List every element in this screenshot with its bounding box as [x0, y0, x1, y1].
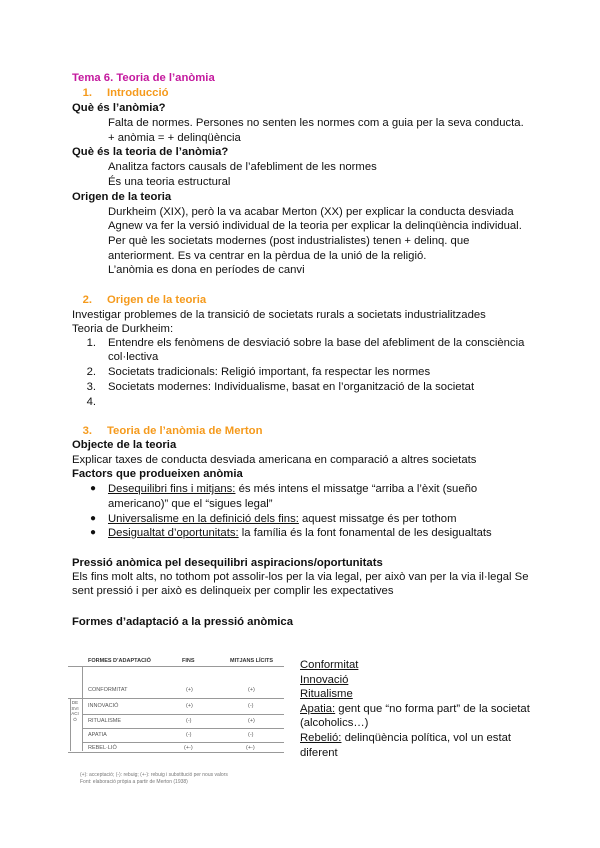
- table-cell: CONFORMITAT: [88, 687, 128, 693]
- section-1-heading: Introducció: [107, 87, 169, 99]
- table-cell: (+): [186, 687, 193, 693]
- factors-heading: Factors que produeixen anòmia: [72, 468, 243, 480]
- table-cell: (+): [248, 718, 255, 724]
- section-2-number: 2.: [82, 294, 92, 306]
- table-cell: (-): [186, 732, 192, 738]
- list-number: 4.: [86, 396, 96, 408]
- page-title: Tema 6. Teoria de l’anòmia: [72, 72, 215, 84]
- table-caption: Font: elaboració pròpia a partir de Merton (1938): [80, 779, 188, 785]
- table-rule: [82, 714, 284, 715]
- table-cell: INNOVACIÓ: [88, 703, 119, 709]
- bullet-icon: ●: [90, 527, 97, 538]
- answer-line: Agnew va fer la versió individual de la teoria per explicar la delinqüència individual.: [108, 220, 522, 232]
- table-caption: (+): acceptació; (-): rebuig; (+-): rebuig i substitució per nous valors: [80, 772, 228, 778]
- table-header: FORMES D’ADAPTACIÓ: [88, 658, 151, 664]
- question-anomia: Què és l’anòmia?: [72, 102, 166, 114]
- table-rule: [82, 742, 284, 743]
- answer-line: Durkheim (XIX), però la va acabar Merton (XX) per explicar la conducta desviada: [108, 206, 514, 218]
- table-rule: [68, 698, 284, 699]
- factor-item: Desigualtat d’oportunitats: la família és la font fonamental de les desigualtats: [108, 527, 492, 539]
- table-cell: RITUALISME: [88, 718, 122, 724]
- list-item: Societats tradicionals: Religió important, fa respectar les normes: [108, 366, 431, 378]
- question-origen: Origen de la teoria: [72, 191, 172, 203]
- pressio-text: sent pressió i per això es delinqueix per complir les expectatives: [72, 585, 394, 597]
- bullet-icon: ●: [90, 513, 97, 524]
- adaptation-item: Ritualisme: [300, 688, 353, 700]
- list-number: 3.: [86, 381, 96, 393]
- table-rule: [82, 728, 284, 729]
- list-number: 2.: [86, 366, 96, 378]
- question-teoria: Què és la teoria de l’anòmia?: [72, 146, 229, 158]
- table-header: FINS: [182, 658, 195, 664]
- answer-line: Per què les societats modernes (post industrialistes) tenen + delinq. que: [108, 235, 470, 247]
- answer-line: Falta de normes. Persones no senten les normes com a guia per la seva conducta.: [108, 117, 524, 129]
- answer-line: + anòmia = + delinqüència: [108, 132, 241, 144]
- table-cell: (+-): [246, 745, 255, 751]
- objecte-text: Explicar taxes de conducta desviada americana en comparació a altres societats: [72, 454, 477, 466]
- answer-line: Analitza factors causals de l’afebliment de les normes: [108, 161, 377, 173]
- durkheim-label: Teoria de Durkheim:: [72, 323, 174, 335]
- adaptation-item: Conformitat: [300, 659, 359, 671]
- list-item-cont: col·lectiva: [108, 351, 159, 363]
- section-1-number: 1.: [82, 87, 92, 99]
- table-cell: REBEL·LIÓ: [88, 745, 117, 751]
- table-cell: (+): [186, 703, 193, 709]
- adaptation-item-cont: (alcoholics…): [300, 717, 369, 729]
- table-cell: (+): [248, 687, 255, 693]
- section-3-number: 3.: [82, 425, 92, 437]
- table-cell: (+-): [184, 745, 193, 751]
- section-3-heading: Teoria de l’anòmia de Merton: [107, 425, 263, 437]
- table-side-label: DESVIACIÓ: [71, 700, 79, 722]
- answer-line: L’anòmia es dona en períodes de canvi: [108, 264, 305, 276]
- formes-heading: Formes d’adaptació a la pressió anòmica: [72, 616, 293, 628]
- adaptation-item: Innovació: [300, 674, 349, 686]
- table-header: MITJANS LÍCITS: [230, 658, 274, 664]
- section-2-intro: Investigar problemes de la transició de societats rurals a societats industrialitzades: [72, 309, 486, 321]
- adaptation-table: [68, 652, 284, 756]
- factor-item-cont: americano)” que el “sigues legal”: [108, 498, 273, 510]
- pressio-heading: Pressió anòmica pel desequilibri aspiracions/oportunitats: [72, 557, 383, 569]
- list-item: Societats modernes: Individualisme, basat en l’organització de la societat: [108, 381, 475, 393]
- objecte-heading: Objecte de la teoria: [72, 439, 177, 451]
- bullet-icon: ●: [90, 483, 97, 494]
- answer-line: anteriorment. Es va centrar en la pèrdua de la unió de la religió.: [108, 250, 427, 262]
- table-rule: [68, 752, 284, 753]
- adaptation-item-cont: diferent: [300, 747, 338, 759]
- table-rule: [68, 666, 284, 667]
- table-cell: APATIA: [88, 732, 107, 738]
- adaptation-item: Rebelió: delinqüència política, vol un estat: [300, 732, 512, 744]
- list-number: 1.: [86, 337, 96, 349]
- answer-line: És una teoria estructural: [108, 176, 231, 188]
- factor-item: Desequilibri fins i mitjans: és més intens el missatge “arriba a l’èxit (sueño: [108, 483, 478, 495]
- table-cell: (-): [248, 732, 254, 738]
- factor-item: Universalisme en la definició dels fins: aquest missatge és per tothom: [108, 513, 457, 525]
- adaptation-item: Apatia: gent que “no forma part” de la societat: [300, 703, 530, 715]
- table-cell: (-): [248, 703, 254, 709]
- list-item: Entendre els fenòmens de desviació sobre la base del afebliment de la consciència: [108, 337, 525, 349]
- section-2-heading: Origen de la teoria: [107, 294, 207, 306]
- table-rule: [82, 667, 83, 751]
- table-cell: (-): [186, 718, 192, 724]
- pressio-text: Els fins molt alts, no tothom pot assolir-los per la via legal, per això van per la via il·legal Se: [72, 571, 529, 583]
